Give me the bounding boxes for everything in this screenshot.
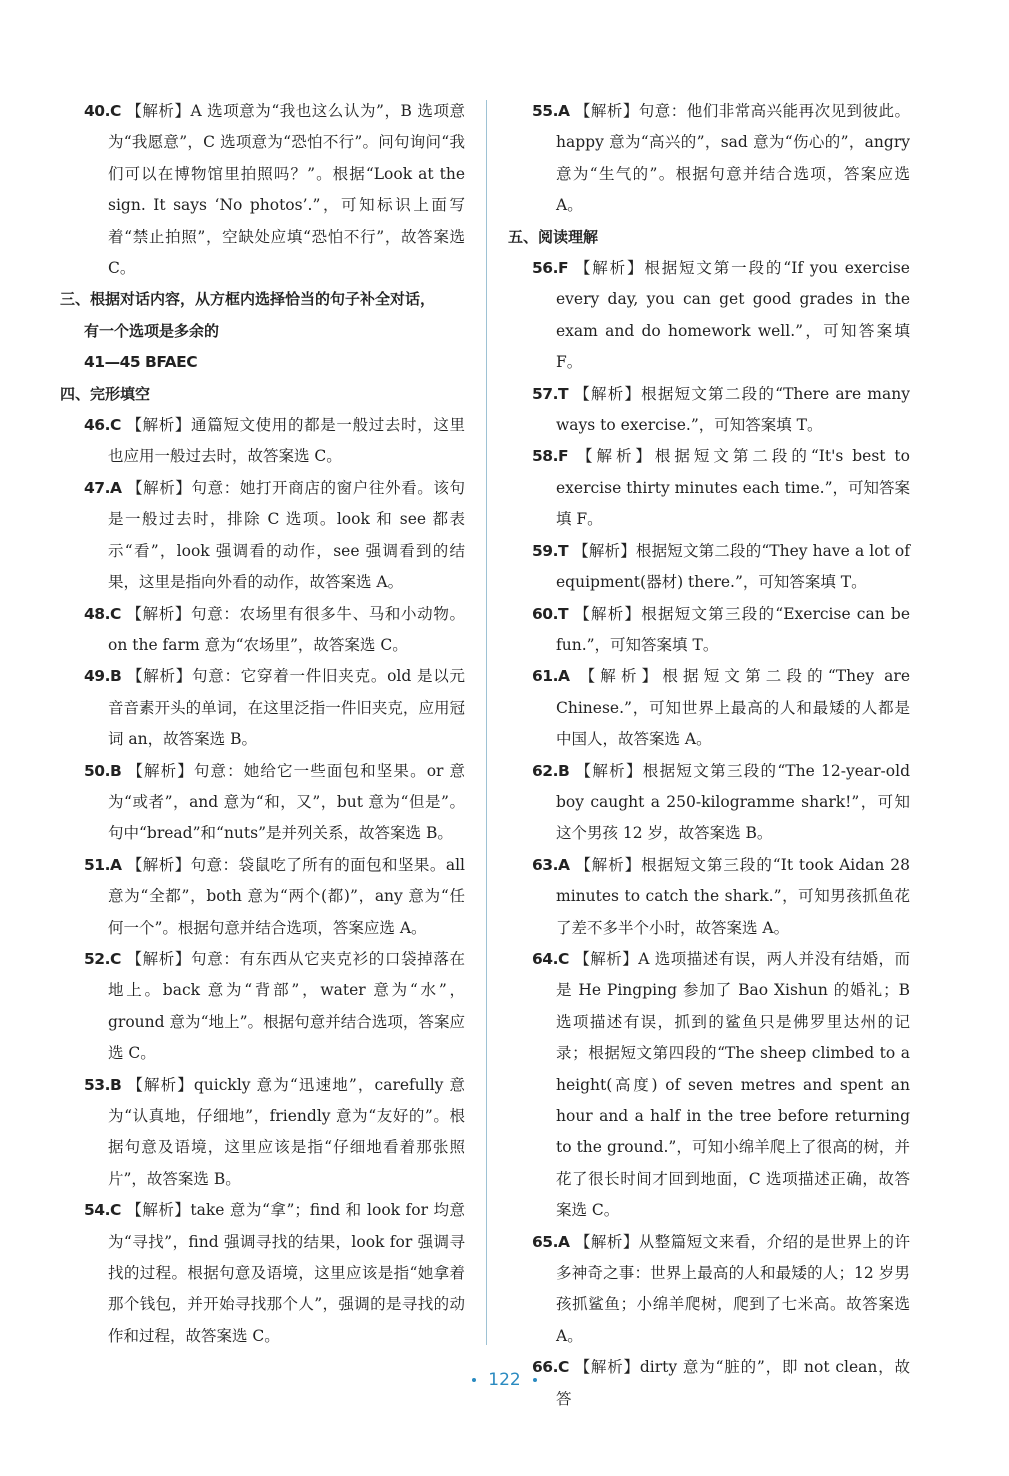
answer-number: 50.B [84, 761, 122, 780]
answer-explanation: 【解析】句意：农场里有很多牛、马和小动物。on the farm 意为“农场里”，故答案选 C。 [108, 604, 465, 654]
column-divider [486, 100, 487, 1345]
answer-explanation: 【解析】句意：它穿着一件旧夹克。old 是以元音音素开头的单词，在这里泛指一件旧夹克，应用冠词 an，故答案选 B。 [108, 667, 465, 749]
answer-explanation: 【解析】根据短文第二段的“There are many ways to exercise.”，可知答案填 T。 [556, 384, 910, 435]
answer-key-line: 41—45 BFAEC [84, 353, 198, 372]
answer-number: 64.C [532, 949, 569, 968]
answer-explanation: 【解析】根据短文第三段的“Exercise can be fun.”，可知答案填 T。 [556, 604, 910, 654]
answer-explanation: 【解析】根据短文第一段的“If you exercise every day, you can get good grades in the exam and do homework well.”，可知答案填 F。 [556, 259, 910, 372]
answer-number: 65.A [532, 1232, 570, 1251]
answer-explanation: 【解析】从整篇短文来看，介绍的是世界上的许多神奇之事：世界上最高的人和最矮的人；12 岁男孩抓鲨鱼；小绵羊爬树，爬到了七米高。故答案选 A。 [556, 1232, 910, 1345]
left-column [60, 96, 465, 1352]
answer-number: 53.B [84, 1075, 122, 1094]
answer-explanation: 【解析】句意：她给它一些面包和坚果。or 意为“或者”，and 意为“和，又”，but 意为“但是”。句中“bread”和“nuts”是并列关系，故答案选 B。 [108, 761, 465, 843]
answer-item [508, 599, 910, 662]
answer-number: 62.B [532, 761, 570, 780]
right-column [508, 96, 910, 1415]
footer-dot-icon [472, 1378, 476, 1382]
answer-explanation: 【解析】句意：有东西从它夹克衫的口袋掉落在地上。back 意为“背部”，water 意为“水”，ground 意为“地上”。根据句意并结合选项，答案应选 C。 [108, 949, 465, 1063]
answer-explanation: 【解析】dirty 意为“脏的”，即 not clean，故答 [556, 1358, 910, 1408]
answer-item [508, 756, 910, 850]
answer-item [508, 1227, 910, 1353]
answer-item [60, 599, 465, 662]
answer-number: 55.A [532, 102, 570, 120]
answer-explanation: 【解析】句意：她打开商店的窗户往外看。该句是一般过去时，排除 C 选项。look 和 see 都表示“看”，look 强调看的动作，see 强调看到的结果，这里是指向外看的动作，故答案选 A。 [108, 478, 465, 592]
answer-item [508, 379, 910, 442]
answer-number: 66.C [532, 1358, 569, 1377]
answer-item [60, 1070, 465, 1196]
answer-item [60, 850, 465, 944]
answer-explanation: 【解析】根据短文第二段的“It's best to exercise thirty minutes each time.”，可知答案填 F。 [556, 447, 910, 529]
answer-explanation: 【解析】根据短文第三段的“The 12-year-old boy caught a 250-kilogramme shark!”，可知这个男孩 12 岁，故答案选 B。 [556, 761, 910, 843]
answer-number: 52.C [84, 949, 121, 968]
answer-explanation: 【解析】根据短文第二段的“They are Chinese.”，可知世界上最高的人和最矮的人都是中国人，故答案选 A。 [556, 667, 910, 749]
answer-number: 60.T [532, 604, 569, 623]
answer-explanation: 【解析】A 选项描述有误，两人并没有结婚，而是 He Pingping 参加了 Bao Xishun 的婚礼；B 选项描述有误，抓到的鲨鱼只是佛罗里达州的记录；根据短文第四段的“The sheep climbed to a height(高度) of seven metres and spent an hour and a half in the tree before returning to the ground.”，可知小绵羊爬上了很高的树，并花了很长时间才回到地面，C 选项描述正确，故答案选 C。 [556, 949, 911, 1220]
answer-item [508, 96, 910, 222]
answer-explanation: 【解析】A 选项意为“我也这么认为”，B 选项意为“我愿意”，C 选项意为“恐怕不行”。问句询问“我们可以在博物馆里拍照吗？”。根据“Look at the sign. It says ‘No photos’.”，可知标识上面写着“禁止拍照”，空缺处应填“恐怕不行”，故答案选 C。 [108, 102, 465, 278]
answer-number: 48.C [84, 604, 121, 623]
answer-number: 61.A [532, 667, 570, 686]
answer-item [60, 756, 465, 850]
page-number: 122 [488, 1370, 521, 1390]
answer-explanation: 【解析】quickly 意为“迅速地”，carefully 意为“认真地，仔细地”，friendly 意为“友好的”。根据句意及语境，这里应该是指“仔细地看着那张照片”，故答案选 B。 [108, 1075, 465, 1188]
answer-number: 63.A [532, 855, 570, 874]
answer-explanation: 【解析】通篇短文使用的都是一般过去时，这里也应用一般过去时，故答案选 C。 [108, 416, 465, 466]
answer-number: 54.C [84, 1201, 121, 1220]
answer-item [60, 1195, 465, 1352]
answer-number: 46.C [84, 416, 121, 435]
answer-item [60, 410, 465, 473]
section-heading: 四、完形填空 [60, 384, 151, 403]
answer-number: 59.T [532, 541, 569, 560]
page-footer [0, 1370, 1009, 1390]
answer-number: 40.C [84, 102, 121, 120]
answer-number: 57.T [532, 384, 569, 403]
answer-explanation: 【解析】句意：袋鼠吃了所有的面包和坚果。all 意为“全都”，both 意为“两个(都)”，any 意为“任何一个”。根据句意并结合选项，答案应选 A。 [108, 855, 465, 937]
section-heading: 三、根据对话内容，从方框内选择恰当的句子补全对话， [60, 290, 436, 309]
answer-number: 47.A [84, 478, 122, 497]
answer-item [60, 96, 465, 284]
answer-item [60, 661, 465, 755]
answer-item [508, 944, 910, 1227]
answer-item [508, 661, 910, 755]
answer-item [508, 253, 910, 379]
answer-number: 58.F [532, 447, 569, 466]
answer-explanation: 【解析】根据短文第二段的“They have a lot of equipment(器材) there.”，可知答案填 T。 [556, 541, 910, 592]
answer-item [60, 473, 465, 599]
answer-number: 49.B [84, 667, 122, 686]
answer-explanation: 【解析】take 意为“拿”；find 和 look for 均意为“寻找”，find 强调寻找的结果，look for 强调寻找的过程。根据句意及语境，这里应该是指“她拿着那个钱包，并开始寻找那个人”，强调的是寻找的动作和过程，故答案选 C。 [108, 1201, 465, 1345]
answer-item [508, 536, 910, 599]
answer-item [508, 850, 910, 944]
section-heading-continued: 有一个选项是多余的 [84, 321, 220, 340]
section-heading: 五、阅读理解 [508, 227, 599, 246]
answer-item [508, 441, 910, 535]
answer-number: 56.F [532, 259, 569, 278]
footer-dot-icon [533, 1378, 537, 1382]
answer-explanation: 【解析】句意：他们非常高兴能再次见到彼此。happy 意为“高兴的”，sad 意为“伤心的”，angry 意为“生气的”。根据句意并结合选项，答案应选 A。 [556, 102, 910, 215]
answer-explanation: 【解析】根据短文第三段的“It took Aidan 28 minutes to catch the shark.”，可知男孩抓鱼花了差不多半个小时，故答案选 A。 [556, 855, 910, 937]
answer-number: 51.A [84, 855, 122, 874]
answer-item [60, 944, 465, 1070]
